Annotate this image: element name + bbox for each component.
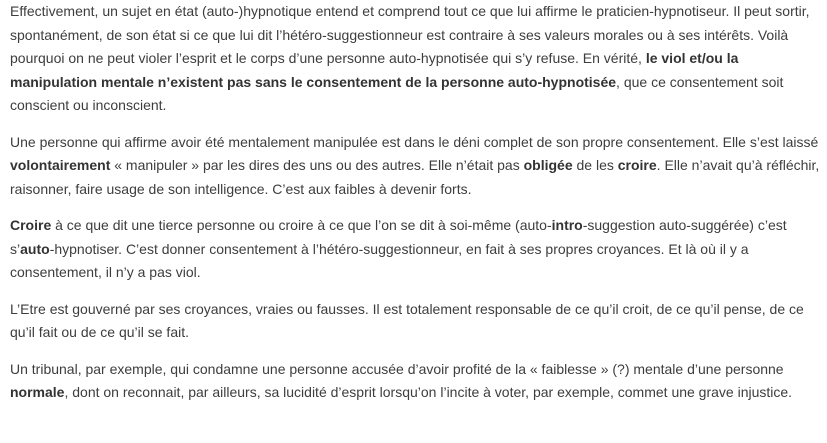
text-run: Une personne qui affirme avoir été mentalement manipulée est dans le déni complet de son propre consentement. Elle s’est laissé [10, 133, 819, 150]
text-run: L’Etre est gouverné par ses croyances, vraies ou fausses. Il est totalement responsable de ce qu’il croit, de ce qu’il pense, de ce qu’il fait ou de ce qu’il se fait. [10, 300, 804, 340]
text-run: de les [572, 157, 618, 173]
text-run: Un tribunal, par exemple, qui condamne une personne accusée d’avoir profité de la « faiblesse » (?) mentale d’une personne [10, 360, 784, 377]
paragraph [10, 0, 820, 118]
text-run: . Elle n’avait qu’à réfléchir, raisonner, faire usage de son intelligence. C’est aux faibles à devenir forts. [10, 157, 820, 197]
bold-text: auto [20, 240, 50, 257]
text-run: « manipuler » par les dires des uns ou des autres. Elle n’était pas [110, 157, 524, 173]
bold-text: normale [10, 384, 65, 400]
paragraph [10, 298, 820, 345]
text-run: -suggestion auto-suggérée) c’est s’ [10, 217, 787, 257]
text-run: , dont on reconnait, par ailleurs, sa lucidité d’esprit lorsqu’on l’incite à voter, par exemple, commet une grave injustice. [64, 384, 793, 400]
bold-text: croire [617, 157, 657, 173]
text-run: -hypnotiser. C’est donner consentement à l’hétéro-suggestionneur, en fait à ses propres croyances. Et là où il y a consentement, il n’y a pas viol. [10, 240, 749, 280]
bold-text: le viol et/ou la manipulation mentale n’existent pas sans le consentement de la personne auto-hypnotisée [10, 50, 739, 90]
text-run: à ce que dit une tierce personne ou croire à ce que l’on se dit à soi-même (auto- [51, 217, 552, 233]
text-run: , que ce consentement soit conscient ou inconscient. [10, 73, 784, 113]
text-run: Effectivement, un sujet en état (auto-)hypnotique entend et comprend tout ce que lui affirme le praticien-hypnotiseur. Il peut sortir, spontanément, de son état si ce que lui dit l’hétéro-suggestionneur est contraire à ses valeurs morales ou à ses intérêts. Voilà pourquoi on ne peut violer l’esprit et le corps d’une personne auto-hypnotisée qui s’y refuse. En vérité, [10, 3, 810, 66]
paragraph [10, 214, 820, 285]
paragraph [10, 131, 820, 202]
paragraph [10, 358, 820, 405]
bold-text: Croire [10, 217, 52, 233]
bold-text: obligée [523, 157, 573, 173]
bold-text: volontairement [10, 157, 111, 173]
bold-text: intro [551, 217, 583, 233]
